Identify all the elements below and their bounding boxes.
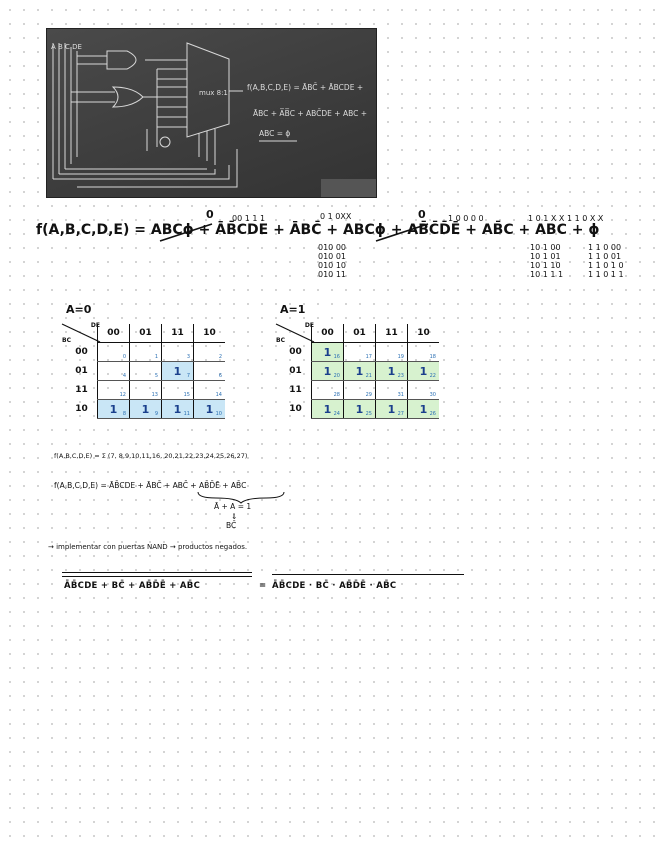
kmap-row-header: 11 — [75, 385, 88, 395]
kmap-cell — [344, 400, 376, 419]
simplify-arrow: ⇓ — [231, 512, 238, 521]
kmap-minterm-index: 8 — [122, 411, 126, 417]
kmap-minterm-index: 5 — [154, 373, 158, 379]
expansion-column-3 — [588, 243, 624, 279]
kmap-cell — [408, 362, 440, 381]
kmap-cell-value: 1 — [323, 364, 332, 378]
over-term-1: 00 1 1 1 — [232, 214, 266, 223]
chalk-equation-1: f(A,B,C,D,E) = ĀBC̄ + ĀBCDE + — [247, 83, 364, 92]
kmap-minterm-index: 22 — [429, 373, 436, 379]
expansion-row: 010 10 — [318, 261, 346, 270]
nand-output-bar — [272, 574, 464, 575]
kmap-minterm-index: 1 — [154, 354, 158, 360]
kmap-col-header: 10 — [408, 324, 440, 343]
kmap-cell — [130, 343, 162, 362]
kmap-col-header: 00 — [312, 324, 344, 343]
kmap-minterm-index: 23 — [397, 373, 404, 379]
kmap-minterm-index: 4 — [122, 373, 126, 379]
kmap-minterm-index: 19 — [397, 354, 404, 360]
sup-zero-2: 0 — [418, 208, 426, 221]
final-left-expression: ĀB̄CDE + BC̄ + AB̄D̄Ē + AB̄C — [64, 581, 201, 591]
kmap-cell-value: 1 — [387, 364, 396, 378]
kmap-minterm-index: 3 — [186, 354, 190, 360]
kmap-cell-value: 1 — [173, 402, 182, 416]
expansion-row: 1 1 0 01 — [588, 252, 622, 261]
expansion-row: 10 1 01 — [530, 252, 561, 261]
kmap-minterm-index: 24 — [333, 411, 340, 417]
kmap-cell — [130, 400, 162, 419]
kmap-corner-cell — [280, 324, 312, 343]
kmap-cell — [194, 381, 226, 400]
kmap-cell-value: 1 — [419, 402, 428, 416]
kmap-row-header: 00 — [289, 347, 302, 357]
kmap-cell — [98, 362, 130, 381]
kmap-minterm-index: 25 — [365, 411, 372, 417]
strike-marks — [0, 0, 656, 260]
expansion-row: 10 1 00 — [530, 243, 561, 252]
kmap-cell — [162, 362, 194, 381]
kmap-cell-value: 1 — [355, 402, 364, 416]
kmap-minterm-index: 6 — [218, 373, 222, 379]
kmap-row-header: 10 — [75, 404, 88, 414]
kmap-minterm-index: 12 — [119, 392, 126, 398]
kmap-cell — [194, 343, 226, 362]
kmap-minterm-index: 27 — [397, 411, 404, 417]
expansion-row: 10 1 1 1 — [530, 270, 564, 279]
nand-note: → implementar con puertas NAND → productos negados. — [48, 543, 248, 551]
kmap-a0-corner-bc: BC — [62, 337, 71, 344]
kmap-cell — [98, 381, 130, 400]
expansion-row: 1 1 0 00 — [588, 243, 622, 252]
sup-zero-1: 0 — [206, 208, 214, 221]
kmap-cell — [344, 343, 376, 362]
kmap-cell-value: 1 — [387, 402, 396, 416]
kmap-cell — [194, 400, 226, 419]
kmap-col-header: 00 — [98, 324, 130, 343]
kmap-cell — [312, 362, 344, 381]
kmap-cell — [312, 381, 344, 400]
kmap-cell — [130, 381, 162, 400]
double-negation-bar-outer — [62, 572, 252, 573]
over-term-2: 0 1 0XX — [320, 212, 352, 221]
kmap-a1-title: A=1 — [280, 303, 306, 316]
kmap-col-header: 01 — [130, 324, 162, 343]
chalk-equation-2: ĀBC + A̅B̅C + ABC̄DE + ABC + — [253, 109, 367, 118]
expansion-row: 1 1 0 1 1 — [588, 270, 624, 279]
minterm-sum: f(A,B,C,D,E) = Σ (7, 8,9,10,11,16, 20,21,22,23,24,25,26,27) — [54, 452, 248, 460]
kmap-col-header: 11 — [162, 324, 194, 343]
kmap-cell — [376, 343, 408, 362]
kmap-cell-value: 1 — [419, 364, 428, 378]
kmap-minterm-index: 20 — [333, 373, 340, 379]
kmap-cell-value: 1 — [141, 402, 150, 416]
kmap-cell — [162, 381, 194, 400]
kmap-cell — [194, 362, 226, 381]
kmap-minterm-index: 2 — [218, 354, 222, 360]
kmap-minterm-index: 11 — [183, 411, 190, 417]
kmap-minterm-index: 17 — [365, 354, 372, 360]
kmap-cell-value: 1 — [355, 364, 364, 378]
kmap-cell — [376, 381, 408, 400]
kmap-cell — [162, 400, 194, 419]
kmap-row-header: 10 — [289, 404, 302, 414]
kmap-minterm-index: 13 — [151, 392, 158, 398]
kmap-minterm-index: 28 — [333, 392, 340, 398]
kmap-cell-value: 1 — [173, 364, 182, 378]
kmap-cell — [98, 343, 130, 362]
kmap-minterm-index: 18 — [429, 354, 436, 360]
kmap-cell — [344, 381, 376, 400]
expansion-row: 010 01 — [318, 252, 346, 261]
simplify-note-1: Ā + A = 1 — [214, 502, 252, 511]
simplify-note-3: BC̄ — [226, 521, 237, 530]
kmap-minterm-index: 9 — [154, 411, 158, 417]
chalk-label-top: A B C DE — [51, 43, 82, 51]
kmap-row-header: 00 — [75, 347, 88, 357]
kmap-corner-cell — [66, 324, 98, 343]
expansion-column-2 — [530, 243, 563, 279]
expansion-row: 010 11 — [318, 270, 346, 279]
kmap-minterm-index: 26 — [429, 411, 436, 417]
expansion-row: 1 1 0 1 0 — [588, 261, 624, 270]
kmap-minterm-index: 30 — [429, 392, 436, 398]
kmap-minterm-index: 29 — [365, 392, 372, 398]
over-term-4: 1 0 1 X X 1 1 0 X X — [528, 214, 604, 223]
kmap-cell — [376, 362, 408, 381]
kmap-cell — [130, 362, 162, 381]
kmap-cell-value: 1 — [109, 402, 118, 416]
expansion-row: 010 00 — [318, 243, 346, 252]
kmap-row-header: 11 — [289, 385, 302, 395]
kmap-col-header: 01 — [344, 324, 376, 343]
kmap-row-header: 01 — [75, 366, 88, 376]
kmap-a0 — [66, 324, 225, 419]
kmap-minterm-index: 31 — [397, 392, 404, 398]
kmap-a0-title: A=0 — [66, 303, 92, 316]
kmap-a0-corner-de: DE — [90, 322, 100, 329]
kmap-minterm-index: 10 — [215, 411, 222, 417]
kmap-minterm-index: 16 — [333, 354, 340, 360]
kmap-cell-value: 1 — [323, 345, 332, 359]
kmap-cell — [344, 362, 376, 381]
kmap-cell — [162, 343, 194, 362]
kmap-cell — [312, 343, 344, 362]
final-equals: = — [259, 581, 267, 591]
kmap-a1-corner-bc: BC — [276, 337, 285, 344]
kmap-minterm-index: 0 — [122, 354, 126, 360]
main-equation: f(A,B,C,D,E) = ABCϕ + ĀB̄CDE + ĀBC̄ + ABCϕ + AB̄C̄D̄Ē + AB̄C + ABC + ϕ — [36, 222, 600, 238]
kmap-a1-corner-de: DE — [304, 322, 314, 329]
kmap-cell — [408, 400, 440, 419]
kmap-cell — [312, 400, 344, 419]
kmap-cell — [98, 400, 130, 419]
kmap-cell — [408, 343, 440, 362]
kmap-a1 — [280, 324, 439, 419]
simplified-equation: f(A,B,C,D,E) = ĀB̄CDE + ĀBC̄ + ABC̄ + AB̄D̄Ē + AB̄C — [54, 481, 247, 490]
kmap-cell — [408, 381, 440, 400]
final-right-expression: ĀB̄CDE · BC̄ · AB̄D̄Ē · AB̄C — [272, 581, 397, 591]
kmap-minterm-index: 15 — [183, 392, 190, 398]
kmap-minterm-index: 14 — [215, 392, 222, 398]
kmap-cell-value: 1 — [205, 402, 214, 416]
chalk-equation-3: ABC = ϕ — [259, 129, 291, 138]
over-term-3: 1 0 0 0 0 — [448, 214, 484, 223]
kmap-col-header: 11 — [376, 324, 408, 343]
expansion-column-1 — [318, 243, 346, 279]
chalk-block-label: mux 8:1 — [199, 89, 228, 97]
kmap-minterm-index: 7 — [186, 373, 190, 379]
kmap-row-header: 01 — [289, 366, 302, 376]
kmap-col-header: 10 — [194, 324, 226, 343]
kmap-cell — [376, 400, 408, 419]
kmap-minterm-index: 21 — [365, 373, 372, 379]
double-negation-bar-inner — [62, 576, 252, 577]
expansion-row: 10 1 10 — [530, 261, 561, 270]
kmap-cell-value: 1 — [323, 402, 332, 416]
